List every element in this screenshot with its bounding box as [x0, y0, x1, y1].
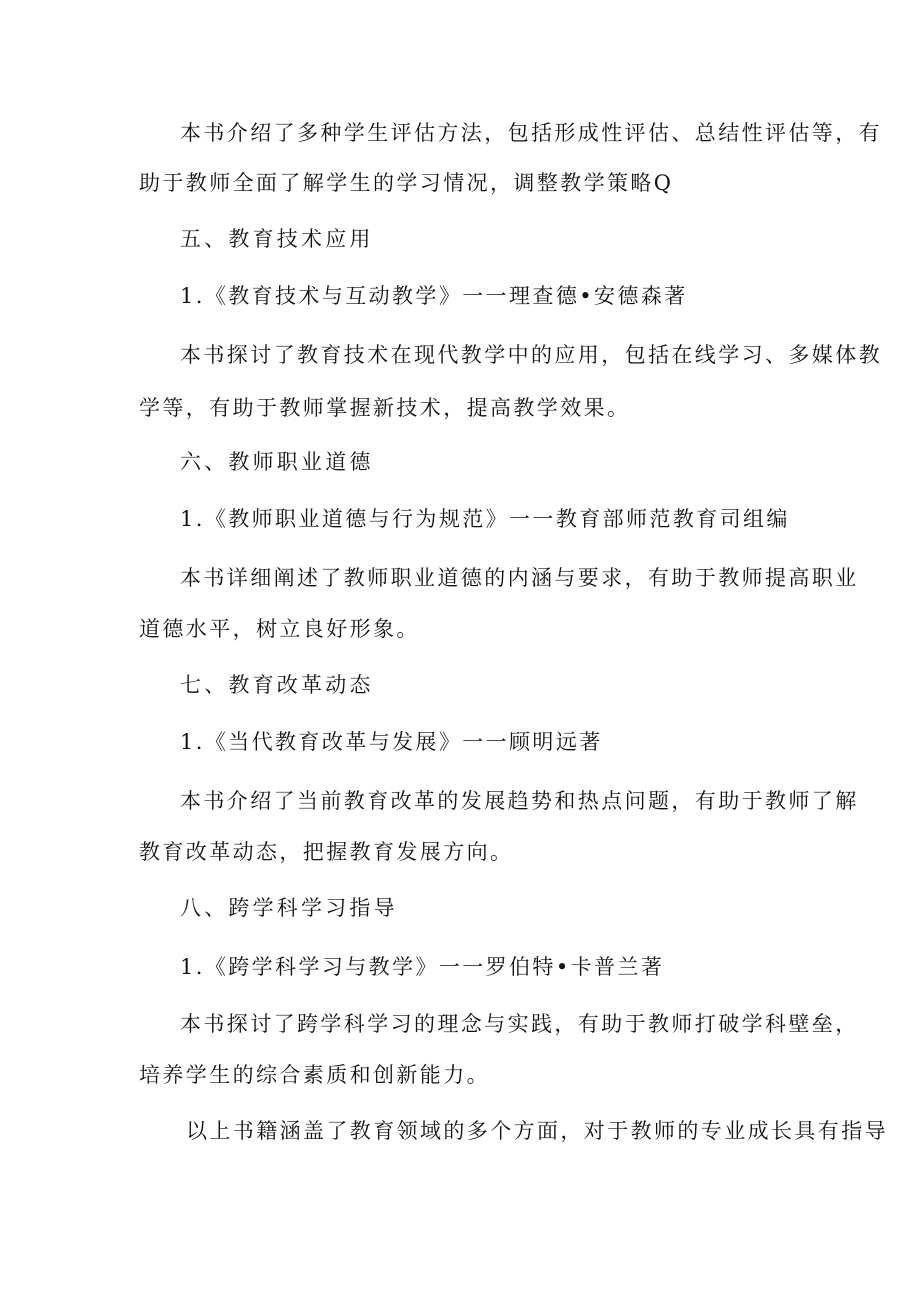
- paragraph-line: 本书探讨了教育技术在现代教学中的应用，包括在线学习、多媒体教: [180, 343, 882, 367]
- section-heading: 六、教师职业道德: [180, 450, 374, 474]
- paragraph-line: 培养学生的综合素质和创新能力。: [139, 1063, 490, 1087]
- section-heading: 七、教育改革动态: [180, 673, 374, 697]
- paragraph-line: 本书探讨了跨学科学习的理念与实践，有助于教师打破学科壁垒，: [180, 1012, 859, 1036]
- section-heading: 八、跨学科学习指导: [180, 896, 398, 920]
- book-entry: 1.《教育技术与互动教学》一一理查德•安德森著: [180, 284, 688, 308]
- book-entry: 1.《当代教育改革与发展》一一顾明远著: [180, 730, 603, 754]
- paragraph-line: 教育改革动态，把握教育发展方向。: [139, 840, 514, 864]
- paragraph-line: 助于教师全面了解学生的学习情况，调整教学策略Q: [139, 171, 674, 195]
- paragraph-line: 本书介绍了多种学生评估方法，包括形成性评估、总结性评估等，有: [180, 121, 882, 145]
- paragraph-line: 学等，有助于教师掌握新技术，提高教学效果。: [139, 396, 631, 420]
- section-heading: 五、教育技术应用: [180, 227, 374, 251]
- conclusion-line: 以上书籍涵盖了教育领域的多个方面，对于教师的专业成长具有指导: [186, 1119, 888, 1143]
- paragraph-line: 本书介绍了当前教育改革的发展趋势和热点问题，有助于教师了解: [180, 789, 859, 813]
- book-entry: 1.《跨学科学习与教学》一一罗伯特•卡普兰著: [180, 955, 665, 979]
- paragraph-line: 道德水平，树立良好形象。: [139, 617, 420, 641]
- book-entry: 1.《教师职业道德与行为规范》一一教育部师范教育司组编: [180, 507, 790, 531]
- paragraph-line: 本书详细阐述了教师职业道德的内涵与要求，有助于教师提高职业: [180, 566, 859, 590]
